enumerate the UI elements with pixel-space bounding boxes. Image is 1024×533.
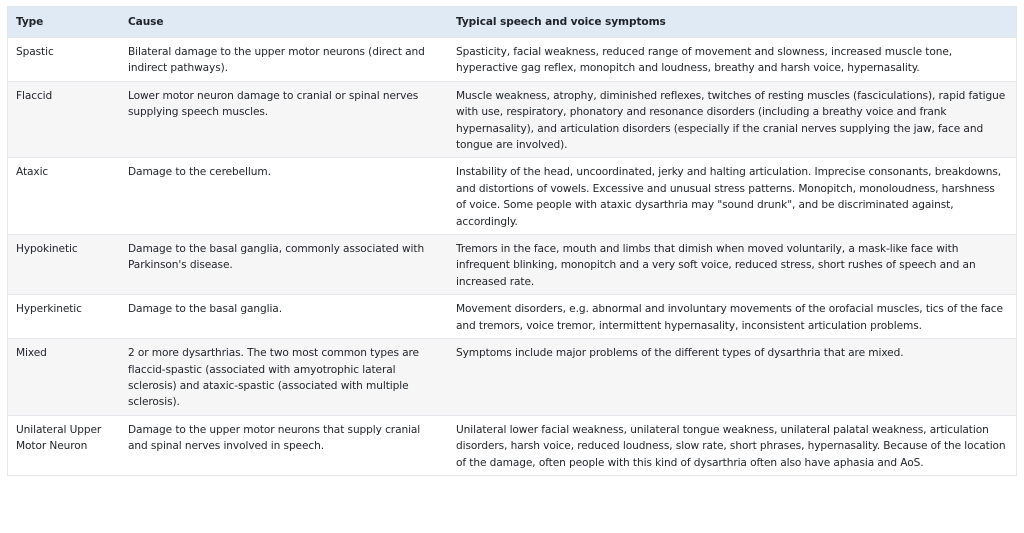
- table-row-hyperkinetic: [8, 295, 1016, 339]
- table-row-spastic: [8, 38, 1016, 82]
- cell-type: Mixed: [8, 339, 120, 416]
- cell-cause: Damage to the basal ganglia, commonly associated with Parkinson's disease.: [120, 235, 448, 295]
- dysarthria-table-container: [7, 6, 1017, 476]
- header-type: Type: [8, 7, 120, 38]
- dysarthria-types-table: [8, 7, 1016, 475]
- cell-type: Spastic: [8, 38, 120, 82]
- cell-type: Flaccid: [8, 81, 120, 158]
- cell-cause: Damage to the upper motor neurons that supply cranial and spinal nerves involved in speech.: [120, 415, 448, 475]
- table-header: [8, 7, 1016, 38]
- cell-type: Unilateral Upper Motor Neuron: [8, 415, 120, 475]
- header-cause: Cause: [120, 7, 448, 38]
- cell-cause: 2 or more dysarthrias. The two most common types are flaccid-spastic (associated with amyotrophic lateral sclerosis) and ataxic-spastic (associated with multiple sclerosis).: [120, 339, 448, 416]
- header-symptoms: Typical speech and voice symptoms: [448, 7, 1016, 38]
- cell-symptoms: Instability of the head, uncoordinated, jerky and halting articulation. Imprecise consonants, breakdowns, and distortions of vowels. Excessive and unusual stress patterns. Monopitch, monoloudness, harshness of voice. Some people with ataxic dysarthria may "sound drunk", and be discriminated against, accordingly.: [448, 158, 1016, 235]
- cell-type: Ataxic: [8, 158, 120, 235]
- cell-cause: Lower motor neuron damage to cranial or spinal nerves supplying speech muscles.: [120, 81, 448, 158]
- cell-symptoms: Unilateral lower facial weakness, unilateral tongue weakness, unilateral palatal weakness, articulation disorders, harsh voice, reduced loudness, slow rate, short phrases, hypernasality. Because of the location of the damage, often people with this kind of dysarthria often also have aphasia and AoS.: [448, 415, 1016, 475]
- table-row-mixed: [8, 339, 1016, 416]
- cell-cause: Bilateral damage to the upper motor neurons (direct and indirect pathways).: [120, 38, 448, 82]
- cell-symptoms: Tremors in the face, mouth and limbs that dimish when moved voluntarily, a mask-like face with infrequent blinking, monopitch and a very soft voice, reduced stress, short rushes of speech and an increased rate.: [448, 235, 1016, 295]
- cell-type: Hypokinetic: [8, 235, 120, 295]
- cell-type: Hyperkinetic: [8, 295, 120, 339]
- cell-symptoms: Spasticity, facial weakness, reduced range of movement and slowness, increased muscle tone, hyperactive gag reflex, monopitch and loudness, breathy and harsh voice, hypernasality.: [448, 38, 1016, 82]
- table-row-hypokinetic: [8, 235, 1016, 295]
- cell-cause: Damage to the cerebellum.: [120, 158, 448, 235]
- cell-cause: Damage to the basal ganglia.: [120, 295, 448, 339]
- table-row-unilateral-upper-motor-neuron: [8, 415, 1016, 475]
- table-row-ataxic: [8, 158, 1016, 235]
- cell-symptoms: Symptoms include major problems of the different types of dysarthria that are mixed.: [448, 339, 1016, 416]
- cell-symptoms: Movement disorders, e.g. abnormal and involuntary movements of the orofacial muscles, tics of the face and tremors, voice tremor, intermittent hypernasality, inconsistent articulation problems.: [448, 295, 1016, 339]
- table-body: [8, 38, 1016, 475]
- cell-symptoms: Muscle weakness, atrophy, diminished reflexes, twitches of resting muscles (fasciculations), rapid fatigue with use, respiratory, phonatory and resonance disorders (including a breathy voice and frank hypernasality), and articulation disorders (especially if the cranial nerves supplying the jaw, face and tongue are involved).: [448, 81, 1016, 158]
- header-row: [8, 7, 1016, 38]
- table-row-flaccid: [8, 81, 1016, 158]
